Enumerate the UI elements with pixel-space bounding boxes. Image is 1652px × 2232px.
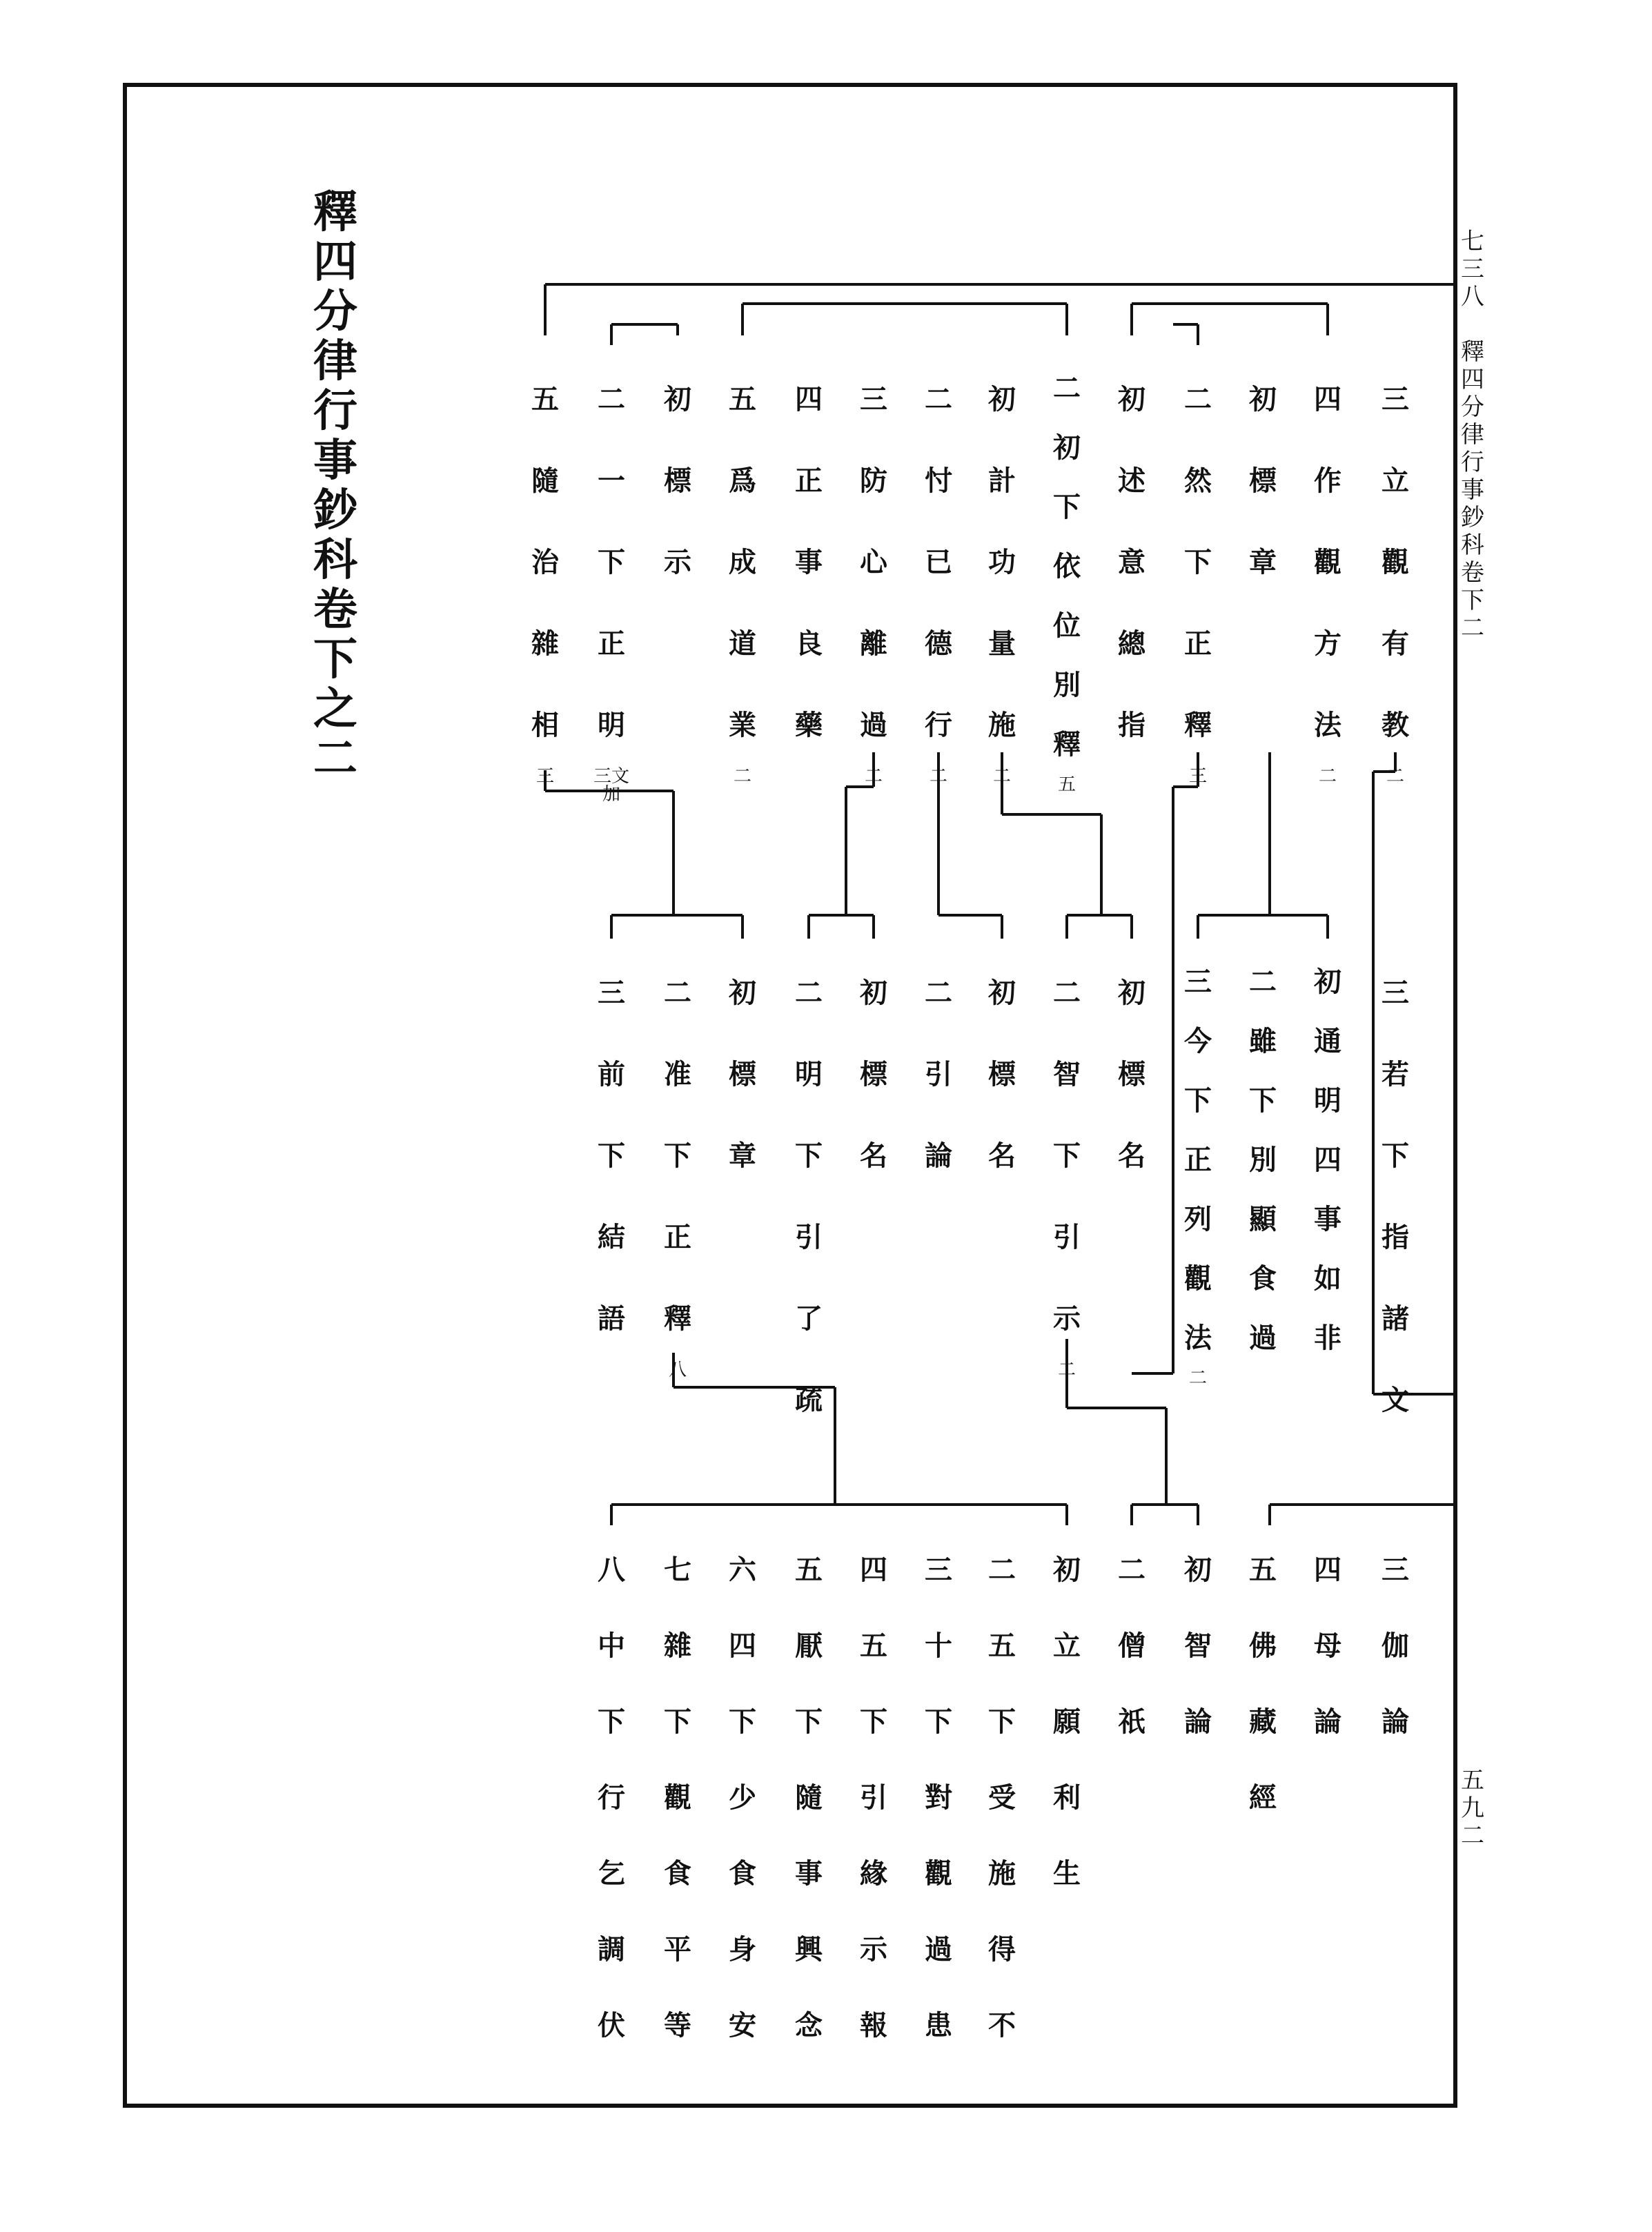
outline-entry (1046, 1532, 1088, 1912)
entry-glyph: 五 (795, 1554, 823, 1586)
header-glyph: 卷 (1461, 559, 1484, 587)
title-glyph: 科 (313, 534, 357, 586)
page-number-glyph: 五 (1461, 1767, 1484, 1794)
entry-glyph: 正 (1184, 1144, 1212, 1176)
outline-entry (788, 359, 829, 766)
entry-glyph: 安 (729, 2009, 756, 2042)
entry-glyph: 引 (1053, 1221, 1081, 1253)
outline-entry (1111, 952, 1152, 1197)
entry-glyph: 論 (1381, 1705, 1409, 1738)
entry-glyph: 非 (1314, 1322, 1341, 1354)
title-glyph: 卷 (313, 584, 357, 636)
entry-glyph: 祇 (1118, 1705, 1145, 1738)
outline-entry (918, 359, 959, 785)
sub-count: 二 (929, 766, 947, 787)
entry-glyph: 了 (795, 1302, 823, 1335)
entry-glyph: 初 (988, 977, 1016, 1009)
header-glyph: 八 (1461, 283, 1484, 311)
entry-glyph: 觀 (664, 1781, 691, 1814)
outline-entry (657, 1532, 698, 2064)
header-glyph: 行 (1461, 449, 1484, 476)
entry-glyph: 下 (860, 1705, 887, 1738)
entry-glyph: 二 (1184, 383, 1212, 415)
entry-glyph: 雜 (531, 627, 559, 660)
entry-glyph: 名 (860, 1139, 887, 1172)
entry-glyph: 標 (988, 1058, 1016, 1090)
entry-glyph: 初 (1249, 383, 1277, 415)
outline-entry (1242, 359, 1284, 603)
entry-glyph: 事 (1314, 1203, 1341, 1235)
entry-glyph: 下 (664, 1705, 691, 1738)
entry-glyph: 立 (1381, 464, 1409, 497)
title-glyph: 釋 (313, 186, 357, 238)
header-glyph: 鈔 (1461, 504, 1484, 531)
outline-entry (918, 952, 959, 1197)
entry-glyph: 准 (664, 1058, 691, 1090)
entry-glyph: 觀 (1314, 546, 1341, 578)
entry-glyph: 二 (988, 1554, 1016, 1586)
entry-glyph: 指 (1381, 1221, 1409, 1253)
entry-glyph: 別 (1249, 1144, 1277, 1176)
entry-glyph: 乞 (598, 1857, 625, 1890)
entry-glyph: 法 (1314, 709, 1341, 741)
entry-glyph: 成 (729, 546, 756, 578)
entry-glyph: 六 (729, 1554, 756, 1586)
outline-entry (524, 359, 566, 785)
entry-glyph: 疏 (795, 1384, 823, 1416)
page-number-glyph: 九 (1461, 1794, 1484, 1822)
entry-glyph: 四 (1314, 383, 1341, 415)
entry-glyph: 爲 (729, 464, 756, 497)
entry-glyph: 下 (1184, 546, 1212, 578)
outline-entry (657, 952, 698, 1379)
entry-glyph: 下 (1381, 1139, 1409, 1172)
outline-entry (1046, 952, 1088, 1379)
outline-entry (1375, 359, 1416, 785)
outline-entry (788, 952, 829, 1441)
header-glyph: 釋 (1461, 338, 1484, 366)
outline-entry (591, 359, 632, 803)
entry-glyph: 示 (1053, 1302, 1081, 1335)
page-number (1452, 1767, 1493, 1850)
entry-glyph: 標 (729, 1058, 756, 1090)
entry-glyph: 平 (664, 1933, 691, 1966)
entry-glyph: 諸 (1381, 1302, 1409, 1335)
page-number-glyph: 二 (1461, 1822, 1484, 1850)
header-glyph: 事 (1461, 476, 1484, 504)
entry-glyph: 下 (795, 1705, 823, 1738)
title-glyph: 律 (313, 335, 357, 387)
entry-glyph: 觀 (925, 1857, 952, 1890)
entry-glyph: 計 (988, 464, 1016, 497)
entry-glyph: 論 (925, 1139, 952, 1172)
entry-glyph: 治 (531, 546, 559, 578)
sub-count: 二 (733, 766, 751, 787)
sub-count: 二 (1318, 766, 1337, 787)
entry-glyph: 伽 (1381, 1629, 1409, 1662)
title-glyph: 分 (313, 286, 357, 337)
sub-count: 二 (1057, 1360, 1076, 1380)
entry-glyph: 三 (925, 1554, 952, 1586)
entry-glyph: 相 (531, 709, 559, 741)
entry-glyph: 緣 (860, 1857, 887, 1890)
entry-glyph: 通 (1314, 1025, 1341, 1057)
header-glyph (1461, 311, 1484, 338)
entry-glyph: 願 (1053, 1705, 1081, 1738)
entry-glyph: 三 (1381, 1554, 1409, 1586)
entry-glyph: 指 (1118, 709, 1145, 741)
sub-count: 二 (1188, 1368, 1207, 1389)
outline-entry (853, 1532, 894, 2064)
entry-glyph: 三 (1184, 966, 1212, 998)
entry-glyph: 初 (1053, 1554, 1081, 1586)
outline-entry (1307, 1532, 1348, 1760)
entry-glyph: 初 (1118, 383, 1145, 415)
entry-glyph: 列 (1184, 1203, 1212, 1235)
entry-glyph: 正 (664, 1221, 691, 1253)
entry-glyph: 經 (1249, 1781, 1277, 1814)
entry-glyph: 如 (1314, 1262, 1341, 1295)
outline-entry (1242, 1532, 1284, 1836)
entry-glyph: 引 (860, 1781, 887, 1814)
outline-entry (1046, 359, 1088, 794)
outline-entry (918, 1532, 959, 2064)
entry-glyph: 初 (1118, 977, 1145, 1009)
entry-glyph: 已 (925, 546, 952, 578)
entry-glyph: 施 (988, 709, 1016, 741)
entry-glyph: 等 (664, 2009, 691, 2042)
entry-glyph: 名 (988, 1139, 1016, 1172)
outline-entry (1307, 952, 1348, 1368)
entry-glyph: 顯 (1249, 1203, 1277, 1235)
entry-glyph: 過 (1249, 1322, 1277, 1354)
entry-glyph: 雖 (1249, 1025, 1277, 1057)
entry-glyph: 業 (729, 709, 756, 741)
entry-glyph: 報 (860, 2009, 887, 2042)
entry-glyph: 述 (1118, 464, 1145, 497)
entry-glyph: 四 (1314, 1144, 1341, 1176)
outline-entry (788, 1532, 829, 2064)
entry-glyph: 標 (1249, 464, 1277, 497)
entry-glyph: 示 (860, 1933, 887, 1966)
outline-entry (591, 952, 632, 1360)
title-glyph: 二 (313, 733, 357, 785)
entry-glyph: 釋 (664, 1302, 691, 1335)
entry-glyph: 下 (795, 1139, 823, 1172)
entry-glyph: 二 (1249, 966, 1277, 998)
entry-glyph: 下 (729, 1705, 756, 1738)
entry-glyph: 標 (860, 1058, 887, 1090)
entry-glyph: 正 (795, 464, 823, 497)
entry-glyph: 初 (1053, 431, 1081, 464)
entry-glyph: 生 (1053, 1857, 1081, 1890)
entry-glyph: 章 (729, 1139, 756, 1172)
entry-glyph: 調 (598, 1933, 625, 1966)
entry-glyph: 隨 (795, 1781, 823, 1814)
entry-glyph: 心 (860, 546, 887, 578)
entry-glyph: 離 (860, 627, 887, 660)
outline-entry (1177, 359, 1219, 785)
entry-glyph: 三 (1381, 383, 1409, 415)
entry-glyph: 行 (925, 709, 952, 741)
entry-glyph: 正 (598, 627, 625, 660)
entry-glyph: 中 (598, 1629, 625, 1662)
entry-glyph: 語 (598, 1302, 625, 1335)
header-glyph: 二 (1461, 614, 1484, 642)
entry-glyph: 防 (860, 464, 887, 497)
entry-glyph: 食 (729, 1857, 756, 1890)
entry-glyph: 興 (795, 1933, 823, 1966)
outline-entry (722, 359, 763, 785)
entry-glyph: 章 (1249, 546, 1277, 578)
entry-glyph: 初 (1314, 966, 1341, 998)
entry-glyph: 二 (925, 977, 952, 1009)
sub-count: 二 (992, 766, 1011, 787)
entry-glyph: 八 (598, 1554, 625, 1586)
entry-glyph: 五 (729, 383, 756, 415)
entry-glyph: 二 (1118, 1554, 1145, 1586)
header-glyph: 科 (1461, 531, 1484, 559)
entry-glyph: 示 (664, 546, 691, 578)
entry-glyph: 今 (1184, 1025, 1212, 1057)
entry-glyph: 二 (664, 977, 691, 1009)
entry-glyph: 一 (598, 464, 625, 497)
entry-glyph: 引 (795, 1221, 823, 1253)
header-glyph: 分 (1461, 393, 1484, 421)
entry-glyph: 下 (598, 1139, 625, 1172)
outline-entry (1111, 359, 1152, 766)
entry-glyph: 佛 (1249, 1629, 1277, 1662)
outline-entry (1375, 952, 1416, 1441)
entry-glyph: 下 (988, 1705, 1016, 1738)
outline-entry (853, 359, 894, 785)
entry-glyph: 四 (860, 1554, 887, 1586)
entry-glyph: 五 (1249, 1554, 1277, 1586)
entry-glyph: 法 (1184, 1322, 1212, 1354)
entry-glyph: 利 (1053, 1781, 1081, 1814)
entry-glyph: 三 (860, 383, 887, 415)
entry-glyph: 四 (795, 383, 823, 415)
entry-glyph: 雜 (664, 1629, 691, 1662)
outline-entry (981, 359, 1023, 785)
entry-glyph: 初 (988, 383, 1016, 415)
entry-glyph: 下 (1184, 1084, 1212, 1117)
entry-glyph: 位 (1053, 609, 1081, 642)
entry-glyph: 初 (729, 977, 756, 1009)
entry-glyph: 道 (729, 627, 756, 660)
entry-glyph: 初 (860, 977, 887, 1009)
outline-entry (1375, 1532, 1416, 1760)
entry-glyph: 二 (925, 383, 952, 415)
entry-glyph: 初 (664, 383, 691, 415)
entry-glyph: 三 (598, 977, 625, 1009)
entry-glyph: 初 (1184, 1554, 1212, 1586)
entry-glyph: 結 (598, 1221, 625, 1253)
entry-glyph: 論 (1314, 1705, 1341, 1738)
entry-glyph: 下 (1053, 491, 1081, 523)
entry-glyph: 意 (1118, 546, 1145, 578)
entry-glyph: 母 (1314, 1629, 1341, 1662)
entry-glyph: 作 (1314, 464, 1341, 497)
entry-glyph: 明 (598, 709, 625, 741)
entry-glyph: 五 (531, 383, 559, 415)
entry-glyph: 七 (664, 1554, 691, 1586)
entry-glyph: 得 (988, 1933, 1016, 1966)
entry-glyph: 二 (1053, 372, 1081, 404)
entry-glyph: 立 (1053, 1629, 1081, 1662)
entry-glyph: 下 (925, 1705, 952, 1738)
sub-count: 八 (668, 1360, 687, 1380)
entry-glyph: 明 (795, 1058, 823, 1090)
entry-glyph: 二 (1053, 977, 1081, 1009)
entry-glyph: 總 (1118, 627, 1145, 660)
header-glyph: 四 (1461, 366, 1484, 393)
entry-glyph: 明 (1314, 1084, 1341, 1117)
outline-entry (1307, 359, 1348, 785)
entry-glyph: 受 (988, 1781, 1016, 1814)
entry-glyph: 量 (988, 627, 1016, 660)
entry-glyph: 藥 (795, 709, 823, 741)
entry-glyph: 忖 (925, 464, 952, 497)
entry-glyph: 功 (988, 546, 1016, 578)
entry-glyph: 少 (729, 1781, 756, 1814)
title-glyph: 事 (313, 435, 357, 487)
sub-count: 三文加 (593, 766, 629, 805)
outline-entry (981, 1532, 1023, 2064)
entry-glyph: 德 (925, 627, 952, 660)
title-glyph: 行 (313, 385, 357, 437)
sub-count: 二 (864, 766, 883, 787)
entry-glyph: 下 (664, 1139, 691, 1172)
entry-glyph: 觀 (1184, 1262, 1212, 1295)
entry-glyph: 教 (1381, 709, 1409, 741)
entry-glyph: 標 (664, 464, 691, 497)
outline-entry (981, 952, 1023, 1197)
outline-entry (722, 952, 763, 1197)
outline-entry (1242, 952, 1284, 1368)
header-glyph: 下 (1461, 587, 1484, 614)
entry-glyph: 下 (1053, 1139, 1081, 1172)
entry-glyph: 智 (1184, 1629, 1212, 1662)
entry-glyph: 正 (1184, 627, 1212, 660)
entry-glyph: 別 (1053, 669, 1081, 701)
entry-glyph: 名 (1118, 1139, 1145, 1172)
entry-glyph: 念 (795, 2009, 823, 2042)
entry-glyph: 觀 (1381, 546, 1409, 578)
entry-glyph: 過 (925, 1933, 952, 1966)
entry-glyph: 伏 (598, 2009, 625, 2042)
outline-entry (591, 1532, 632, 2064)
outline-entry (1111, 1532, 1152, 1760)
entry-glyph: 食 (1249, 1262, 1277, 1295)
header-glyph: 七 (1461, 228, 1484, 255)
entry-glyph: 十 (925, 1629, 952, 1662)
entry-glyph: 下 (1249, 1084, 1277, 1117)
entry-glyph: 二 (598, 383, 625, 415)
entry-glyph: 方 (1314, 627, 1341, 660)
entry-glyph: 五 (860, 1629, 887, 1662)
entry-glyph: 二 (795, 977, 823, 1009)
entry-glyph: 依 (1053, 550, 1081, 583)
entry-glyph: 有 (1381, 627, 1409, 660)
title-glyph: 下 (313, 634, 357, 685)
entry-glyph: 僧 (1118, 1629, 1145, 1662)
entry-glyph: 三 (1381, 977, 1409, 1009)
sub-count: 三 (1188, 766, 1207, 787)
outline-entry (722, 1532, 763, 2064)
entry-glyph: 智 (1053, 1058, 1081, 1090)
sub-count: 三 (535, 766, 554, 787)
title-glyph: 鈔 (313, 484, 357, 536)
entry-glyph: 釋 (1184, 709, 1212, 741)
sub-count: 五 (1057, 774, 1076, 795)
header-glyph: 律 (1461, 421, 1484, 449)
entry-glyph: 若 (1381, 1058, 1409, 1090)
entry-glyph: 事 (795, 546, 823, 578)
sub-count: 二 (1386, 766, 1404, 787)
entry-glyph: 隨 (531, 464, 559, 497)
entry-glyph: 藏 (1249, 1705, 1277, 1738)
outline-entry (1177, 952, 1219, 1387)
entry-glyph: 五 (988, 1629, 1016, 1662)
entry-glyph: 患 (925, 2009, 952, 2042)
entry-glyph: 標 (1118, 1058, 1145, 1090)
title-glyph: 四 (313, 236, 357, 288)
entry-glyph: 厭 (795, 1629, 823, 1662)
entry-glyph: 文 (1381, 1384, 1409, 1416)
entry-glyph: 前 (598, 1058, 625, 1090)
outline-entry (1177, 1532, 1219, 1760)
entry-glyph: 論 (1184, 1705, 1212, 1738)
entry-glyph: 釋 (1053, 728, 1081, 761)
volume-title (302, 188, 368, 784)
entry-glyph: 不 (988, 2009, 1016, 2042)
entry-glyph: 對 (925, 1781, 952, 1814)
outline-entry (657, 359, 698, 603)
entry-glyph: 行 (598, 1781, 625, 1814)
entry-glyph: 施 (988, 1857, 1016, 1890)
entry-glyph: 四 (729, 1629, 756, 1662)
entry-glyph: 良 (795, 627, 823, 660)
entry-glyph: 身 (729, 1933, 756, 1966)
entry-glyph: 食 (664, 1857, 691, 1890)
title-glyph: 之 (313, 683, 357, 735)
entry-glyph: 四 (1314, 1554, 1341, 1586)
entry-glyph: 事 (795, 1857, 823, 1890)
header-glyph: 三 (1461, 255, 1484, 283)
margin-header (1452, 228, 1493, 642)
entry-glyph: 引 (925, 1058, 952, 1090)
outline-entry (853, 952, 894, 1197)
entry-glyph: 下 (598, 1705, 625, 1738)
entry-glyph: 下 (598, 546, 625, 578)
entry-glyph: 過 (860, 709, 887, 741)
entry-glyph: 然 (1184, 464, 1212, 497)
